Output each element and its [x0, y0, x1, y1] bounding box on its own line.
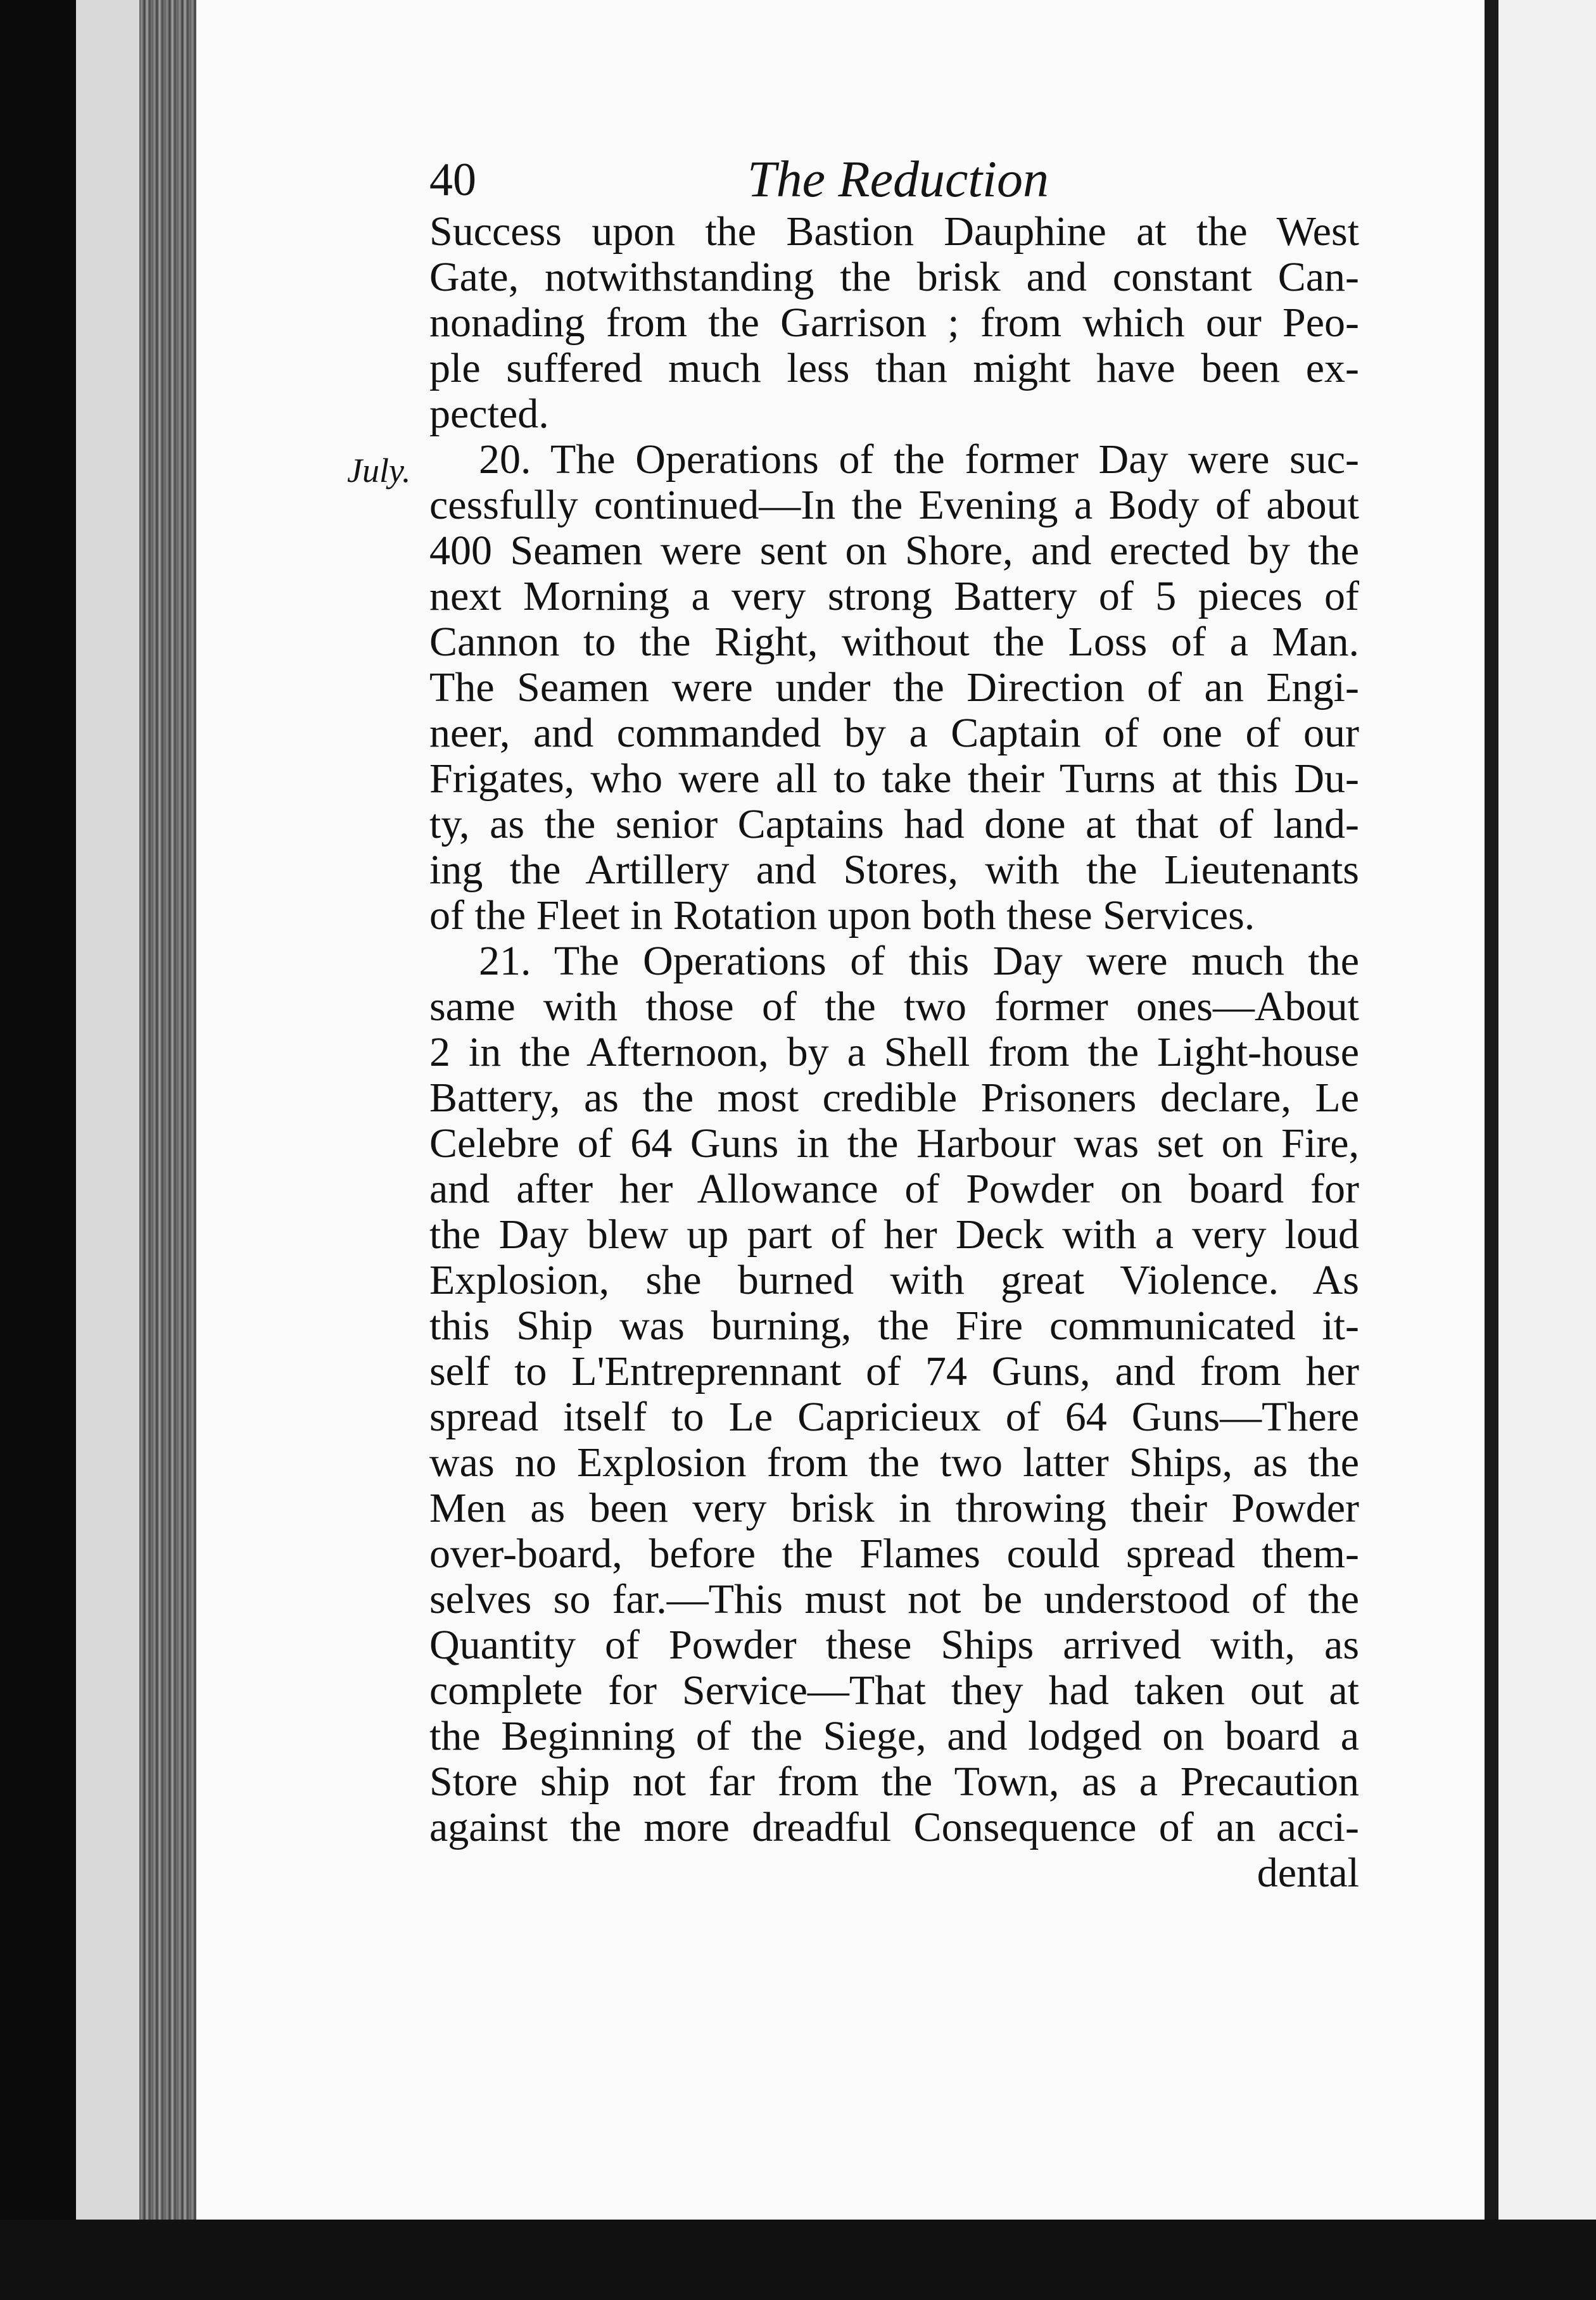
running-title: The Reduction: [747, 150, 1049, 208]
body-text: [429, 209, 1359, 1896]
text-line: Explosion, she burned with great Violence. As: [429, 1257, 1359, 1303]
text-line: same with those of the two former ones—About: [429, 983, 1359, 1030]
text-line: against the more dreadful Consequence of an acci-: [429, 1804, 1359, 1850]
gutter-shadow: [1485, 0, 1498, 2220]
text-line: and after her Allowance of Powder on board for: [429, 1166, 1359, 1212]
text-line: the Beginning of the Siege, and lodged on board a: [429, 1713, 1359, 1759]
text-line: of the Fleet in Rotation upon both these Services.: [429, 892, 1255, 938]
text-line: Gate, notwithstanding the brisk and constant Can-: [429, 254, 1359, 300]
margin-note-date: July.: [347, 452, 411, 490]
text-line: Cannon to the Right, without the Loss of a Man.: [429, 619, 1359, 665]
text-line: Celebre of 64 Guns in the Harbour was set on Fire,: [429, 1120, 1359, 1166]
catchword: dental: [1257, 1850, 1359, 1896]
text-line: spread itself to Le Capricieux of 64 Guns—There: [429, 1394, 1359, 1440]
text-line: complete for Service—That they had taken out at: [429, 1667, 1359, 1714]
text-line: 20. The Operations of the former Day were suc-: [479, 436, 1359, 483]
text-line: was no Explosion from the two latter Ships, as the: [429, 1439, 1359, 1486]
text-line: neer, and commanded by a Captain of one of our: [429, 710, 1359, 756]
text-line: selves so far.—This must not be understood of the: [429, 1576, 1359, 1622]
book-page-edges: [76, 0, 196, 2300]
text-line: nonading from the Garrison ; from which our Peo-: [429, 300, 1359, 346]
facing-page-edge: [1498, 0, 1596, 2220]
text-line: Men as been very brisk in throwing their Powder: [429, 1485, 1359, 1531]
text-line: Store ship not far from the Town, as a Precaution: [429, 1759, 1359, 1805]
text-line: 2 in the Afternoon, by a Shell from the Light-house: [429, 1029, 1359, 1075]
text-line: 400 Seamen were sent on Shore, and erected by the: [429, 528, 1359, 574]
text-line: ing the Artillery and Stores, with the Lieutenants: [429, 847, 1359, 893]
scan-background-bottom: [0, 2220, 1596, 2300]
text-line: Success upon the Bastion Dauphine at the West: [429, 208, 1359, 255]
text-line: ple suffered much less than might have been ex-: [429, 345, 1359, 391]
page-number: 40: [429, 154, 476, 206]
text-line: pected.: [429, 391, 549, 437]
text-line: Battery, as the most credible Prisoners declare, Le: [429, 1075, 1359, 1121]
text-line: 21. The Operations of this Day were much the: [479, 938, 1359, 984]
text-line: self to L'Entreprennant of 74 Guns, and from her: [429, 1348, 1359, 1394]
text-line: The Seamen were under the Direction of an Engi-: [429, 664, 1359, 711]
scan-background-left: [0, 0, 76, 2300]
text-line: cessfully continued—In the Evening a Body of about: [429, 482, 1359, 528]
text-line: the Day blew up part of her Deck with a very loud: [429, 1211, 1359, 1258]
text-line: this Ship was burning, the Fire communicated it-: [429, 1303, 1359, 1349]
text-line: Frigates, who were all to take their Turns at this Du-: [429, 755, 1359, 802]
text-line: Quantity of Powder these Ships arrived with, as: [429, 1622, 1359, 1668]
text-line: next Morning a very strong Battery of 5 pieces of: [429, 573, 1359, 619]
text-line: over-board, before the Flames could spread them-: [429, 1531, 1359, 1577]
page-edge-stripes: [139, 0, 196, 2300]
text-line: ty, as the senior Captains had done at that of land-: [429, 801, 1359, 847]
